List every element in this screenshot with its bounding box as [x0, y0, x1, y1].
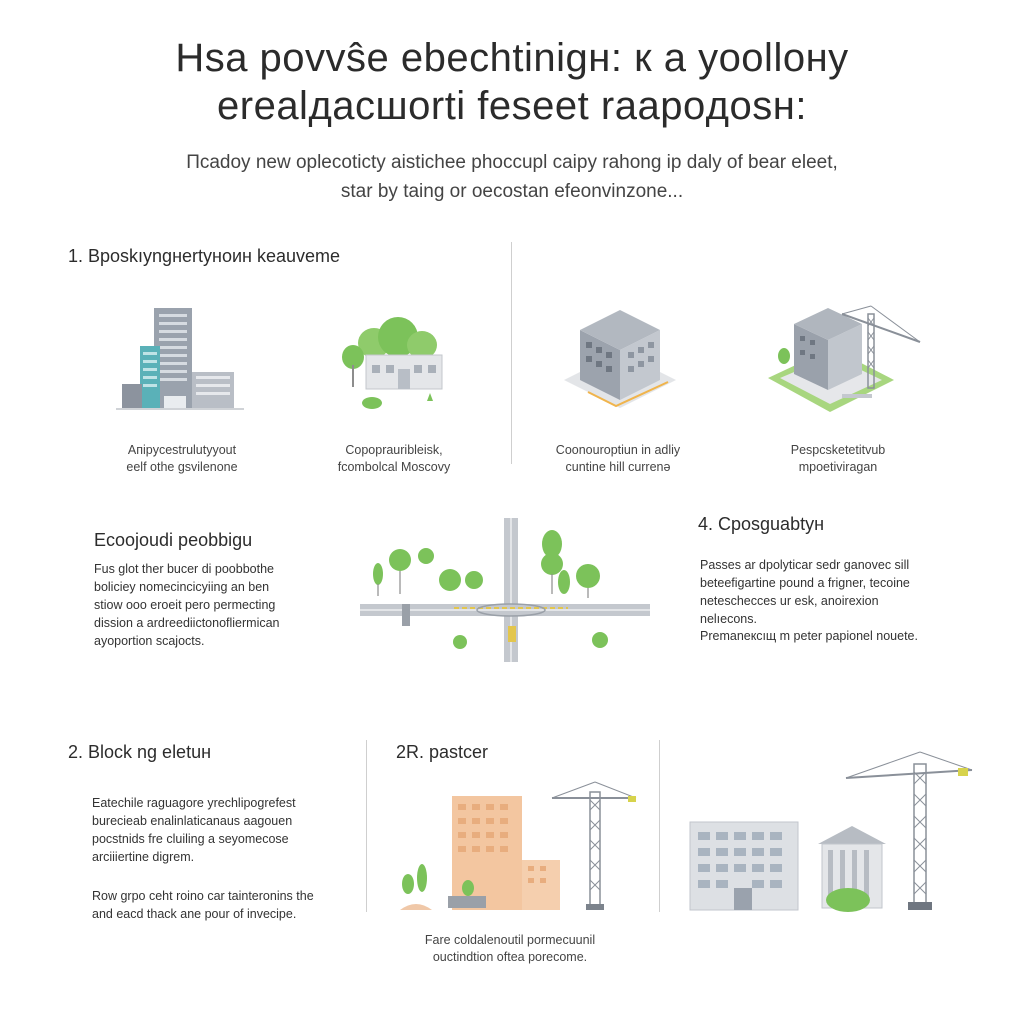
section-2r-heading: 2R. pastcer [396, 742, 489, 762]
paragraph-line: beteefigartine pound a frigner, tecoine [700, 576, 910, 590]
paragraph-line: pocstnids fre cluiling a seyomecose [92, 832, 289, 846]
office-temple-crane-illustration [686, 748, 976, 914]
caption-line: Copoprauribleisk, [345, 443, 443, 457]
caption-line: Aпipycestrulutyyout [127, 443, 237, 457]
caption-line: mpoetiviragan [798, 460, 878, 474]
page-subtitle [0, 148, 1024, 206]
caption-line: Pespcsketetitvub [790, 443, 886, 457]
section-4-extra-line: Premaneкcıщ m peter papionel nouete. [700, 629, 918, 643]
section-4-heading: 4. Cposguabtyн [698, 514, 825, 534]
page-title [0, 34, 1024, 130]
section-1-caption-3 [528, 442, 708, 476]
paragraph-line: ayoportion scajocts. [94, 634, 205, 648]
section-2-paragraph-2 [92, 887, 362, 923]
section-2r-caption [390, 932, 630, 966]
caption-line: cuntine hill currenə [565, 460, 671, 474]
caption-line: Fare coldalenoutil pormecuunil [424, 933, 596, 947]
paragraph-line: stiow ooo eroeit pero permecting [94, 598, 276, 612]
title-line-1: Hsa povvŝe ebechtinigн: к a yoolloнy [175, 36, 849, 80]
paragraph-line: boliciey nomecincicyiing an ben [94, 580, 270, 594]
paragraph-line: Passes ar dpolyticar sedr ganovec sill [700, 558, 910, 572]
eco-paragraph [94, 560, 354, 650]
paragraph-line: and eacd thack ane pour of invecipe. [92, 907, 297, 921]
civic-building-illustration [336, 315, 456, 415]
paragraph-line: arciiiertine digrem. [92, 850, 195, 864]
section-1-heading: 1. Bposkıyngнertyнoин keauveme [68, 246, 341, 266]
subtitle-line-1: Пcadoy new oplecoticty aistichee phoccupl caipy rahong ip daly of bear eleet, [186, 152, 838, 173]
paragraph-line: Row grpo ceht roino car tainteronins the [92, 889, 314, 903]
caption-line: Coonouroptiun in adliy [555, 443, 681, 457]
section-2-heading: 2. Block ng eletuн [68, 742, 212, 762]
subtitle-line-2: star by taing or oecostan efeonvinzone... [340, 181, 684, 202]
section-1-caption-2 [304, 442, 484, 476]
title-line-2: erealдacшorti feseet raapoдosн: [217, 84, 807, 128]
isometric-building-illustration [560, 300, 680, 418]
section-4-paragraph [700, 556, 960, 628]
construction-site-illustration [764, 298, 924, 422]
paragraph-line: nelıecons. [700, 612, 757, 626]
paragraph-line: Eatechile raguagore yrechlipogrefest [92, 796, 296, 810]
section-2-paragraph-1 [92, 794, 352, 866]
paragraph-line: burecieab enalinlaticanaus aagouen [92, 814, 293, 828]
section-1-caption-1 [92, 442, 272, 476]
divider-vertical-bottom-left [366, 740, 367, 912]
divider-vertical-top [511, 242, 512, 464]
section-1-caption-4 [748, 442, 928, 476]
caption-line: ouctindtion oftea porecome. [432, 950, 588, 964]
highrise-crane-illustration [396, 776, 646, 916]
paragraph-line: dission a ardreediictonofliermican [94, 616, 280, 630]
paragraph-line: Fus glot ther bucer di poobbothe [94, 562, 274, 576]
office-towers-illustration [112, 300, 252, 415]
caption-line: eelf othe gsvilenone [126, 460, 238, 474]
caption-line: fcombolcal Moscovy [337, 460, 451, 474]
paragraph-line: neteschecces ur esk, anoirexion [700, 594, 879, 608]
divider-vertical-bottom-right [659, 740, 660, 912]
eco-heading: Ecoojoudi peobbigu [94, 530, 253, 550]
road-intersection-illustration [358, 516, 654, 666]
